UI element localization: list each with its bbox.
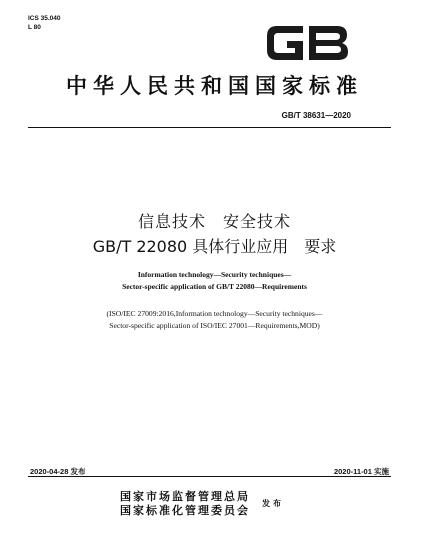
issued-label: 发布	[262, 499, 284, 508]
classification-codes	[28, 14, 61, 32]
title-chinese-line2: GB/T 22080 具体行业应用 要求	[92, 237, 337, 256]
iso-reference-line2: Sector-specific application of ISO/IEC 27001—Requirements,MOD)	[109, 321, 320, 330]
ccs-code: L 80	[28, 24, 41, 31]
issue-date: 2020-04-28 发布	[30, 467, 86, 476]
issuing-authorities	[120, 490, 250, 518]
implementation-date: 2020-11-01 实施	[333, 467, 389, 476]
title-english-line1: Information technology—Security techniques—	[137, 270, 292, 279]
title-english-line2: Sector-specific application of GB/T 22080—Requirements	[122, 282, 307, 291]
standard-number: GB/T 38631—2020	[281, 111, 351, 120]
gb-logo	[263, 18, 351, 68]
iso-reference-line1: (ISO/IEC 27009:2016,Information technology—Security techniques—	[106, 309, 323, 318]
divider-top	[28, 127, 391, 128]
issuer-sac: 国家标准化管理委员会	[120, 504, 250, 517]
title-chinese-line1: 信息技术 安全技术	[137, 212, 291, 231]
ics-code: ICS 35.040	[28, 15, 61, 22]
issuer-samr: 国家市场监督管理总局	[120, 490, 250, 503]
national-standard-heading: 中华人民共和国国家标准	[66, 74, 363, 98]
divider-bottom	[28, 476, 391, 477]
